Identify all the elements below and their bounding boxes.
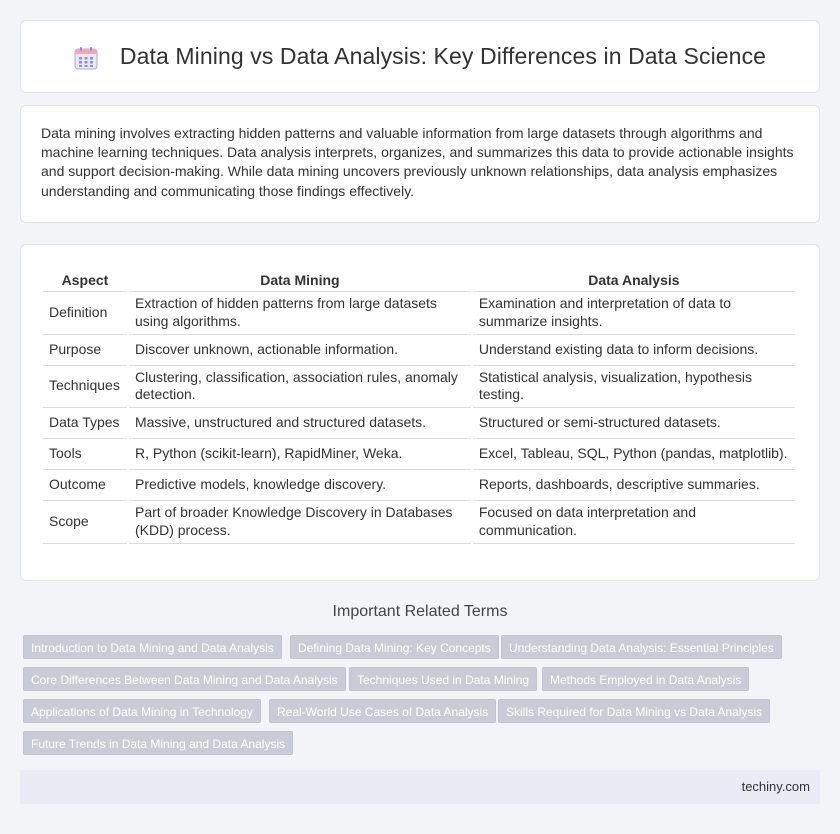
table-row — [43, 292, 795, 335]
footer — [20, 770, 820, 804]
row-analysis: Statistical analysis, visualization, hypothesis testing. — [473, 366, 795, 409]
row-aspect: Data Types — [43, 408, 127, 439]
footer-site-link[interactable]: techiny.com — [741, 779, 810, 794]
table-row — [43, 408, 795, 439]
header-aspect: Aspect — [43, 265, 127, 292]
table-row — [43, 366, 795, 409]
row-aspect: Tools — [43, 439, 127, 470]
row-mining: Extraction of hidden patterns from large datasets using algorithms. — [129, 292, 471, 335]
row-aspect: Scope — [43, 501, 127, 544]
related-term-tag[interactable]: Real-World Use Cases of Data Analysis — [269, 699, 496, 723]
row-mining: Part of broader Knowledge Discovery in Databases (KDD) process. — [129, 501, 471, 544]
table-row — [43, 439, 795, 470]
related-terms-title: Important Related Terms — [332, 603, 508, 620]
related-term-tag[interactable]: Defining Data Mining: Key Concepts — [290, 635, 499, 659]
row-aspect: Outcome — [43, 470, 127, 501]
related-term-tag[interactable]: Understanding Data Analysis: Essential Principles — [501, 635, 782, 659]
row-analysis: Focused on data interpretation and communication. — [473, 501, 795, 544]
row-analysis: Examination and interpretation of data to summarize insights. — [473, 292, 795, 335]
related-term-tag[interactable]: Methods Employed in Data Analysis — [542, 667, 749, 691]
calendar-grid-icon — [74, 46, 98, 70]
row-analysis: Structured or semi-structured datasets. — [473, 408, 795, 439]
intro-paragraph: Data mining involves extracting hidden patterns and valuable information from large datasets through algorithms and machine learning techniques. Data analysis interprets, organizes, and summarizes this data to provide actionable insights and support decision-making. While data mining uncovers previously unknown relationships, data analysis emphasizes understanding and communicating those findings effectively. — [41, 125, 794, 199]
row-analysis: Reports, dashboards, descriptive summaries. — [473, 470, 795, 501]
row-mining: Massive, unstructured and structured datasets. — [129, 408, 471, 439]
related-term-tag[interactable]: Introduction to Data Mining and Data Analysis — [23, 635, 282, 659]
table-row — [43, 470, 795, 501]
row-mining: Clustering, classification, association rules, anomaly detection. — [129, 366, 471, 409]
row-aspect: Purpose — [43, 335, 127, 366]
related-term-tag[interactable]: Future Trends in Data Mining and Data Analysis — [23, 731, 293, 755]
comparison-table-card — [20, 244, 820, 581]
row-mining: R, Python (scikit-learn), RapidMiner, Weka. — [129, 439, 471, 470]
related-term-tag[interactable]: Core Differences Between Data Mining and Data Analysis — [23, 667, 346, 691]
header-data-mining: Data Mining — [129, 265, 471, 292]
comparison-table — [41, 265, 797, 544]
row-mining: Predictive models, knowledge discovery. — [129, 470, 471, 501]
row-mining: Discover unknown, actionable information. — [129, 335, 471, 366]
related-term-tag[interactable]: Techniques Used in Data Mining — [349, 667, 537, 691]
row-analysis: Excel, Tableau, SQL, Python (pandas, matplotlib). — [473, 439, 795, 470]
intro-card — [20, 105, 820, 223]
related-term-tag[interactable]: Applications of Data Mining in Technology — [23, 699, 261, 723]
table-row — [43, 501, 795, 544]
page-title: Data Mining vs Data Analysis: Key Differences in Data Science — [119, 43, 767, 69]
related-term-tag[interactable]: Skills Required for Data Mining vs Data Analysis — [498, 699, 770, 723]
header-card — [20, 20, 820, 93]
row-aspect: Techniques — [43, 366, 127, 409]
row-analysis: Understand existing data to inform decisions. — [473, 335, 795, 366]
table-row — [43, 335, 795, 366]
table-header-row — [43, 265, 795, 292]
row-aspect: Definition — [43, 292, 127, 335]
header-data-analysis: Data Analysis — [473, 265, 795, 292]
